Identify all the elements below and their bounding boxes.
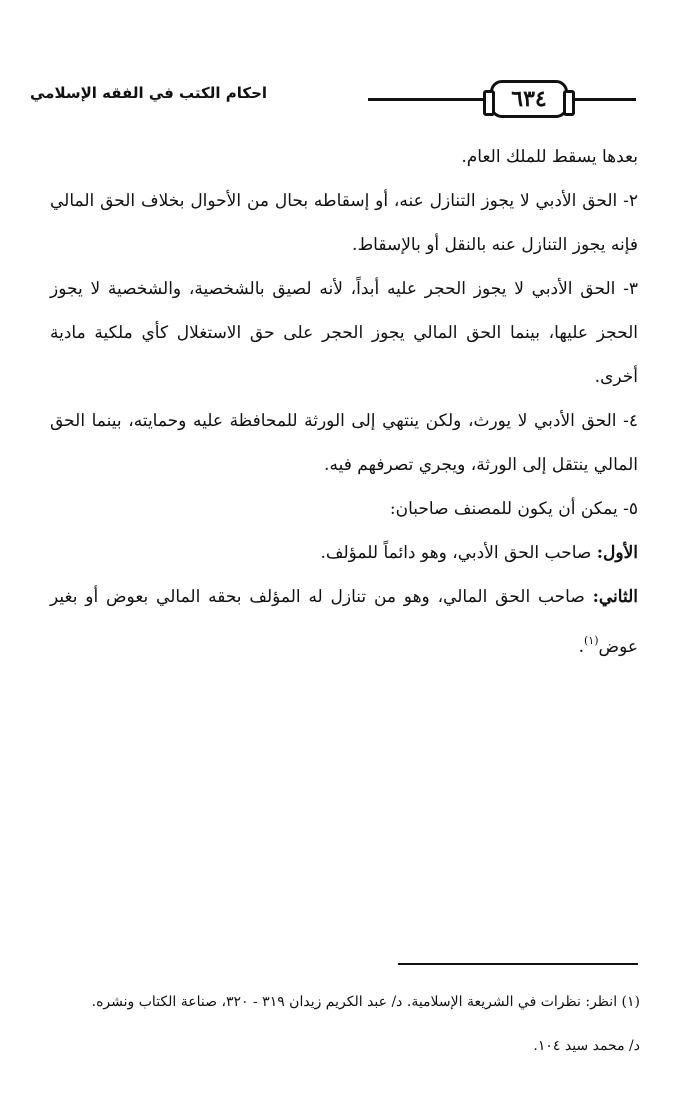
footnote-1-line-2: د/ محمد سيد ١٠٤.: [533, 1038, 640, 1054]
paragraph-first-owner: [50, 531, 638, 575]
second-owner-text: صاحب الحق المالي، وهو من تنازل له المؤلف بحقه المالي بعوض أو بغير عوض: [50, 587, 638, 657]
paragraph-intro: بعدها يسقط للملك العام.: [461, 147, 638, 167]
running-header: [30, 78, 636, 122]
footnotes: [40, 980, 640, 1068]
header-rule-middle: [368, 98, 484, 101]
footnote-reference[interactable]: (١): [584, 634, 599, 647]
second-owner-end: .: [578, 637, 584, 657]
paragraph-point-2: ٢- الحق الأدبي لا يجوز التنازل عنه، أو إسقاطه بحال من الأحوال بخلاف الحق المالي فإنه يجوز التنازل عنه بالنقل أو بالإسقاط.: [50, 191, 639, 255]
paragraph-point-3: ٣- الحق الأدبي لا يجوز الحجر عليه أبداً، لأنه لصيق بالشخصية، والشخصية لا يجوز الحجز عليها، بينما الحق المالي يجوز الحجر على حق الاستغلال كأي ملكية مادية أخرى.: [50, 279, 638, 387]
paragraph-second-owner: [50, 575, 638, 669]
second-owner-label: الثاني:: [592, 587, 638, 607]
running-title: احكام الكتب في الفقه الإسلامي: [30, 84, 268, 102]
first-owner-label: الأول:: [596, 543, 638, 563]
paragraph-point-5: ٥- يمكن أن يكون للمصنف صاحبان:: [389, 499, 638, 519]
footnote-separator: [398, 963, 638, 965]
paragraph-point-4: ٤- الحق الأدبي لا يورث، ولكن ينتهي إلى الورثة للمحافظة عليه وحمايته، بينما الحق المالي ينتقل إلى الورثة، ويجري تصرفهم فيه.: [50, 411, 638, 475]
page-number: ٦٣٤: [490, 80, 568, 118]
footnote-1-line-1: (١) انظر: نظرات في الشريعة الإسلامية. د/ عبد الكريم زيدان ٣١٩ - ٣٢٠، صناعة الكتاب ونشره.: [91, 994, 640, 1010]
header-rule-right: [570, 98, 636, 101]
first-owner-text: صاحب الحق الأدبي، وهو دائماً للمؤلف.: [320, 543, 597, 563]
body-text: [50, 135, 638, 669]
